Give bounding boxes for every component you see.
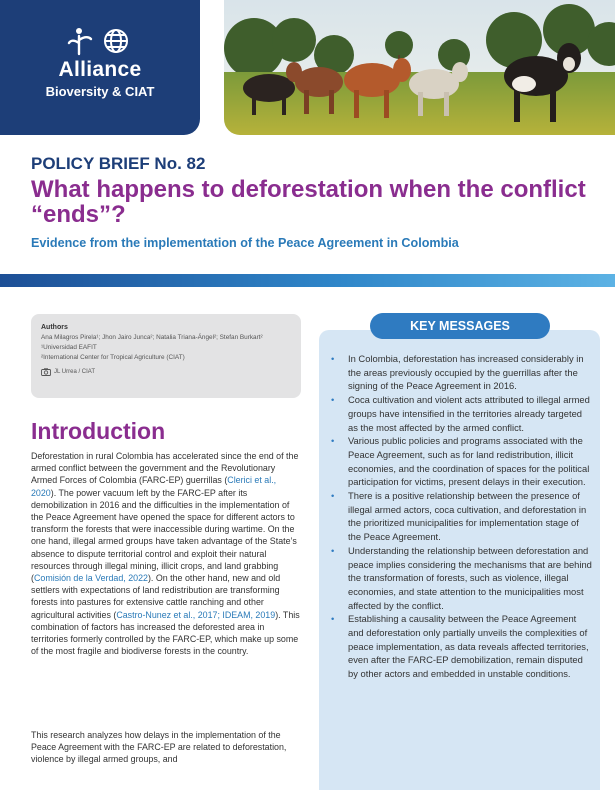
paragraph-text: Deforestation in rural Colombia has accelerated since the end of the armed conflict between the government and the Revolutionary Armed Forces of Colombia (FARC-EP) guerrillas (	[31, 451, 299, 486]
key-messages-heading: KEY MESSAGES	[370, 313, 550, 339]
alliance-logo	[0, 0, 200, 135]
cattle-photo	[224, 0, 615, 135]
key-message-item: • There is a positive relationship between the presence of illegal armed actors, coca cultivation, and deforestation in the prioritized municipalities for implementation stage of the Peace Agreement.	[331, 489, 593, 544]
page-subtitle: Evidence from the implementation of the Peace Agreement in Colombia	[31, 236, 459, 250]
logo-name: Alliance	[58, 58, 142, 81]
authors-heading: Authors	[41, 324, 68, 331]
introduction-heading: Introduction	[31, 418, 166, 444]
citation-link[interactable]: Clerici et al., 2020	[31, 475, 277, 498]
key-message-item: • Coca cultivation and violent acts attributed to illegal armed groups have intensified in the territories already targeted as the most affected by the armed conflict.	[331, 393, 593, 434]
key-messages-list	[331, 352, 593, 681]
citation-link[interactable]: Castro-Nunez et al., 2017; IDEAM, 2019	[116, 609, 276, 620]
citation-link[interactable]: Comisión de la Verdad, 2022	[33, 573, 148, 584]
policy-brief-label: POLICY BRIEF No. 82	[31, 154, 206, 173]
photo-credit-text: JL Urrea / CIAT	[54, 369, 96, 375]
logo-icons	[66, 26, 136, 56]
paragraph-text: ). This combination of factors has increased the deforested area in territories formerly controlled by the FARC-EP, which make up some of the most fragile and biodiverse forests in the country.	[31, 609, 300, 657]
logo-subtitle: Bioversity & CIAT	[45, 84, 155, 99]
camera-icon	[41, 368, 51, 376]
globe-icon	[105, 30, 127, 52]
key-message-item: • Various public policies and programs associated with the Peace Agreement, such as for land redistribution, illicit economies, and the coordination of spaces for the political participation for victims, present delays in their execution.	[331, 434, 593, 489]
key-message-item: • Understanding the relationship between deforestation and peace implies considering the mechanisms that are behind the transformation of forests, such as violence, illegal economies, and state attention to the municipalities most affected by the conflict.	[331, 544, 593, 613]
key-message-item: • Establishing a causality between the Peace Agreement and deforestation only partially unveils the complexities of peace implementation, as data reveals affected territories, even after the FARC-EP demobilization, remain disputed by other actors and embedded in unstable conditions.	[331, 612, 593, 681]
affiliation-1: ¹Universidad EAFIT	[41, 344, 97, 351]
authors-box	[31, 314, 301, 398]
photo-credit	[41, 368, 291, 376]
authors-names: Ana Milagros Pirela¹; Jhon Jairo Junca²; Natalia Triana-Ángel²; Stefan Burkart²	[41, 334, 263, 341]
plant-icon	[69, 28, 91, 54]
paragraph-text: ). The power vacuum left by the FARC-EP after its demobilization in 2016 and the difficulties in the implementation of the Peace Agreement have opened the space for different actors to transform the forests that were inaccessible during wartime. On the one hand, illegal armed groups have taken advantage of the State’s absence to dispute territorial control and exploit their natural resources through illegal mining, illicit crops, and land grabbing (	[31, 487, 297, 584]
page-title: What happens to deforestation when the conflict “ends”?	[31, 176, 586, 228]
affiliation-2: ²International Center for Tropical Agriculture (CIAT)	[41, 354, 185, 361]
key-message-item: • In Colombia, deforestation has increased considerably in the areas previously occupied by the guerrillas after the signing of the Peace Agreement in 2016.	[331, 352, 593, 393]
header-divider-band	[0, 274, 615, 287]
paragraph-text: ). On the other hand, new and old settlers with expectations of land redistribution are transforming forests into pastures for extensive cattle ranching and other agricultural activities (	[31, 573, 281, 620]
introduction-paragraph-2: This research analyzes how delays in the implementation of the Peace Agreement with the FARC-EP are related to deforestation, violence by illegal armed groups, and	[31, 730, 287, 765]
introduction-paragraph-1	[31, 450, 303, 657]
